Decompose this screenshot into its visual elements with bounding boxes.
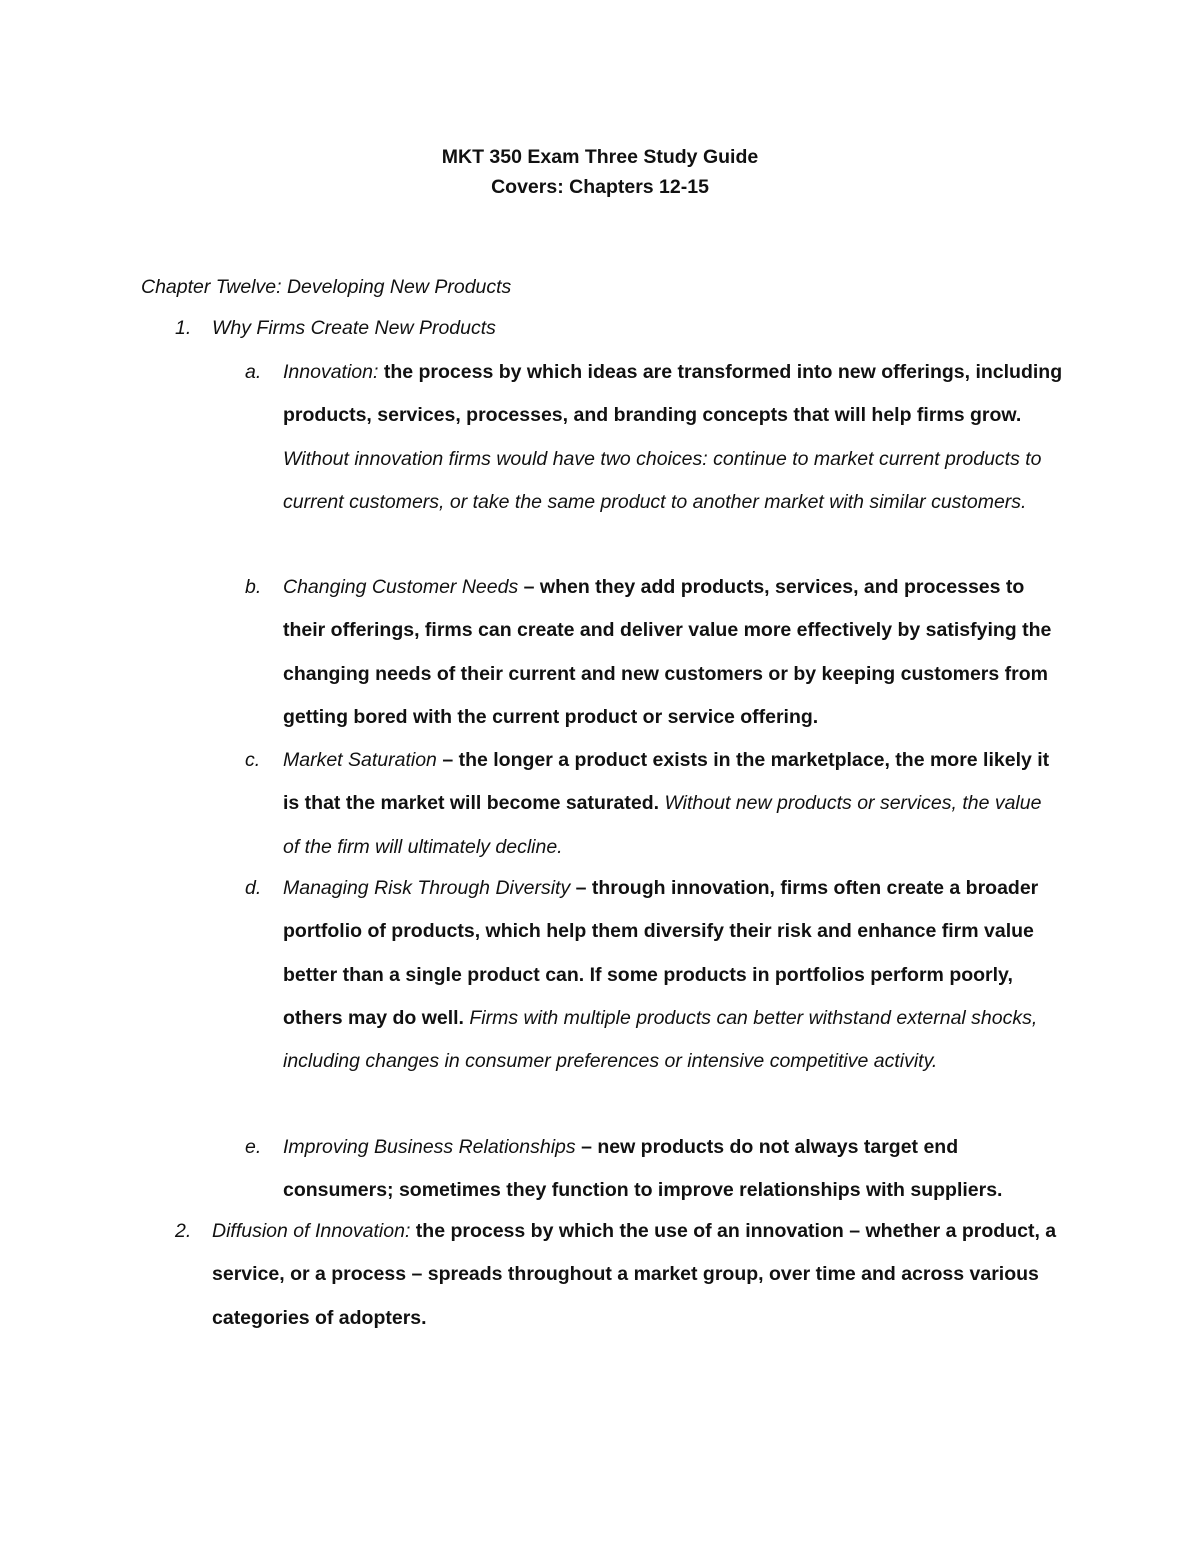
item-body: – when they add products, services, and processes to their offerings, firms can create and deliver value more effectively by satisfying the changing needs of their current and new customers or by keeping customers from getting bored with the current product or service offering. [283,576,1052,728]
document-subtitle: Covers: Chapters 12-15 [491,176,709,198]
list-marker: 1. [175,317,192,339]
item-body: – through innovation, firms often create a broader portfolio of products, which help them diversify their risk and enhance firm value better than a single product can. If some products in portfolios perform poorly, others may do well. [283,877,1039,1029]
list-item-1 [175,307,1072,350]
item-body: the process by which the use of an innovation – whether a product, a service, or a process – spreads throughout a market group, over time and across various categories of adopters. [212,1220,1057,1329]
list-item-d [245,867,1063,1083]
list-marker: 2. [175,1220,192,1242]
item-term: Diffusion of Innovation: [212,1220,411,1242]
item-term: Changing Customer Needs [283,576,519,598]
item-term: Market Saturation [283,749,437,771]
item-body: the process by which ideas are transformed into new offerings, including products, services, processes, and branding concepts that will help firms grow. [283,361,1063,427]
list-marker: b. [245,576,262,598]
chapter-heading: Chapter Twelve: Developing New Products [141,276,512,298]
title-block [0,142,1200,202]
item-term: Managing Risk Through Diversity [283,877,571,899]
item-term: Innovation: [283,361,379,383]
item-note: Without new products or services, the value of the firm will ultimately decline. [283,792,1042,858]
item-body: – the longer a product exists in the marketplace, the more likely it is that the market will become saturated. [283,749,1050,815]
list-item-2 [175,1210,1062,1340]
list-item-b [245,566,1063,739]
item-note: Firms with multiple products can better withstand external shocks, including changes in consumer preferences or intensive competitive activity. [283,1006,1038,1073]
list-marker: e. [245,1136,262,1158]
list-item-c [245,739,1063,869]
item-body: – new products do not always target end consumers; sometimes they function to improve relationships with suppliers. [283,1136,1003,1202]
list-marker: d. [245,877,262,899]
list-item-a [245,351,1063,524]
item-note: Without innovation firms would have two choices: continue to market current products to current customers, or take the same product to another market with similar customers. [283,447,1042,513]
list-item-label: Why Firms Create New Products [212,317,496,339]
document-title: MKT 350 Exam Three Study Guide [441,146,759,168]
list-item-e [245,1126,1063,1213]
item-term: Improving Business Relationships [283,1136,576,1158]
list-marker: c. [245,749,261,771]
list-marker: a. [245,361,262,383]
